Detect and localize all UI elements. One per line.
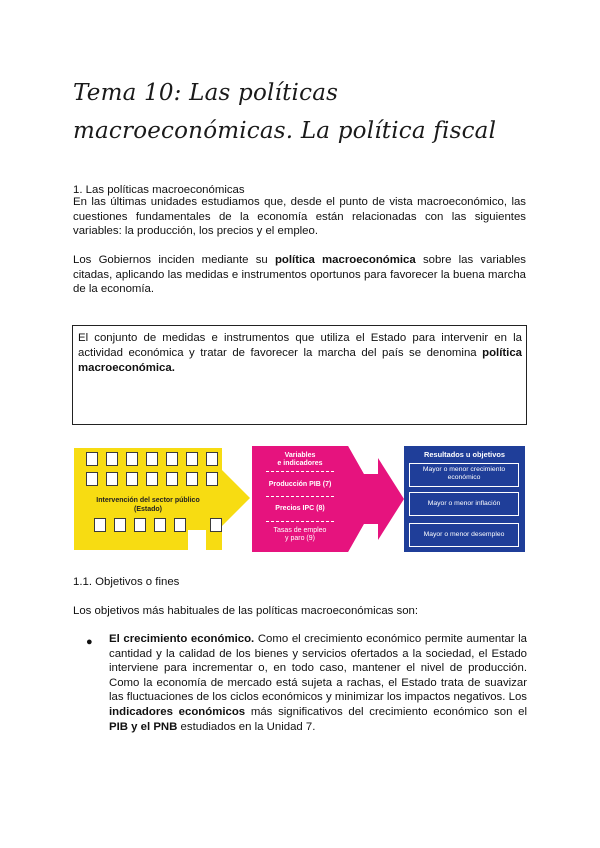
paragraph-objetivos-intro: Los objetivos más habituales de las políticas macroeconómicas son: <box>73 605 419 617</box>
window-icon <box>134 518 146 532</box>
window-icon <box>94 518 106 532</box>
variable-precios: Precios IPC (8) <box>275 505 325 512</box>
variable-empleo: Tasas de empleo y paro (9) <box>273 527 327 542</box>
window-icon <box>106 472 118 486</box>
window-icon <box>166 452 178 466</box>
window-icon <box>166 472 178 486</box>
window-icon <box>86 472 98 486</box>
policy-diagram <box>72 444 528 554</box>
window-icon <box>154 518 166 532</box>
window-icon <box>86 452 98 466</box>
variables-box <box>252 446 348 552</box>
window-icon <box>114 518 126 532</box>
window-icon <box>126 452 138 466</box>
window-icon <box>146 472 158 486</box>
window-icon <box>210 518 222 532</box>
result-desempleo: Mayor o menor desempleo <box>409 523 519 547</box>
section-heading-politicas: 1. Las políticas macroeconómicas <box>73 184 245 196</box>
list-item-crecimiento: El crecimiento económico. Como el crecimiento económico permite aumentar la cantidad y la calidad de los bienes y servicios ofertados a la sociedad, el Estado interviene para incrementar o, en todo caso, mantener el nivel de producción. Como la economía de mercado está sujeta a rachas, el Estado trata de suavizar las fluctuaciones de los ciclos económicos y minimizar los impactos negativos. Los indicadores económicos más significativos del crecimiento económico son el PIB y el PNB estudiados en la Unidad 7. <box>109 633 528 733</box>
results-box <box>404 446 525 552</box>
result-inflacion: Mayor o menor inflación <box>409 492 519 516</box>
paragraph-variables: En las últimas unidades estudiamos que, desde el punto de vista macroeconómico, las cuestiones fundamentales de la economía están relacionadas con las siguientes variables: la producción, los precios y el empleo. <box>73 196 526 238</box>
results-title: Resultados u objetivos <box>424 450 505 459</box>
paragraph-gobiernos: Los Gobiernos inciden mediante su política macroeconómica sobre las variables citadas, aplicando las medidas e instrumentos oportunos para favorecer la buena marcha de la economía. <box>73 254 526 296</box>
definition-box: El conjunto de medidas e instrumentos que utiliza el Estado para intervenir en la actividad económica y tratar de favorecer la marcha del país se denomina política macroeconómica. <box>72 325 527 425</box>
window-icon <box>106 452 118 466</box>
window-icon <box>186 472 198 486</box>
window-icon <box>186 452 198 466</box>
bullet-icon: ● <box>86 636 93 648</box>
pink-arrow-shape <box>348 444 408 554</box>
window-icon <box>206 452 218 466</box>
result-crecimiento: Mayor o menor crecimiento económico <box>409 463 519 487</box>
window-icon <box>174 518 186 532</box>
window-icon <box>126 472 138 486</box>
section-heading-objetivos: 1.1. Objetivos o fines <box>73 576 180 588</box>
page-title: Tema 10: Las políticas macroeconómicas. La política fiscal <box>73 80 497 144</box>
variables-title: Variables e indicadores <box>277 452 323 467</box>
window-icon <box>206 472 218 486</box>
variable-produccion: Producción PIB (7) <box>268 481 332 488</box>
building-label: Intervención del sector público (Estado) <box>96 497 200 513</box>
window-icon <box>146 452 158 466</box>
